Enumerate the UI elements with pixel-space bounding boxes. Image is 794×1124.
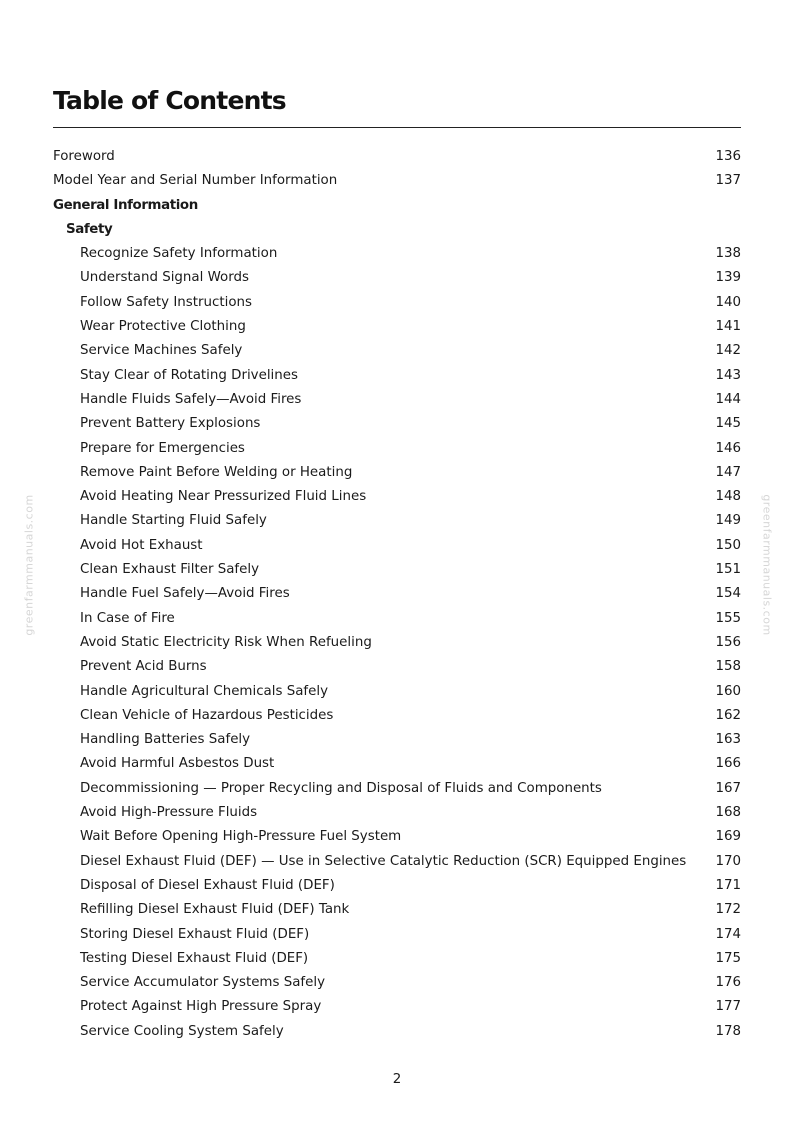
toc-entry-page: 167 [715, 780, 741, 796]
toc-entry-label: Prevent Battery Explosions [80, 416, 261, 432]
toc-entry-page: 142 [715, 343, 741, 359]
toc-entry-label: Handle Agricultural Chemicals Safely [80, 683, 329, 699]
toc-entry[interactable] [53, 242, 741, 266]
toc-entry-page: 141 [715, 319, 741, 335]
toc-entry[interactable] [53, 923, 741, 947]
toc-entry-label: Prepare for Emergencies [80, 440, 245, 456]
toc-entry[interactable] [53, 898, 741, 922]
toc-entry[interactable] [53, 388, 741, 412]
toc-entry-page: 168 [715, 805, 741, 821]
toc-entry-label: Avoid High-Pressure Fluids [80, 805, 258, 821]
toc-entry-page: 150 [715, 537, 741, 553]
toc-entry[interactable] [53, 1020, 741, 1044]
page-number: 2 [392, 1072, 402, 1087]
toc-entry[interactable] [53, 145, 741, 169]
toc-entry-label: Handle Fuel Safely—Avoid Fires [80, 586, 290, 602]
toc-entry-page: 139 [715, 270, 741, 286]
toc-entry-label: Service Accumulator Systems Safely [80, 975, 326, 991]
toc-entry-label: Avoid Hot Exhaust [80, 537, 203, 553]
page-title: Table of Contents [53, 86, 286, 115]
toc-entry[interactable] [53, 655, 741, 679]
toc-entry-label: Wear Protective Clothing [80, 319, 246, 335]
toc-entry[interactable] [53, 704, 741, 728]
toc-entry-label: Disposal of Diesel Exhaust Fluid (DEF) [80, 877, 335, 893]
toc-entry[interactable] [53, 534, 741, 558]
toc-entry-page: 171 [715, 877, 741, 893]
toc-entry-page: 149 [715, 513, 741, 529]
toc-entry[interactable] [53, 947, 741, 971]
toc-entry-label: Avoid Static Electricity Risk When Refueling [80, 634, 372, 650]
toc-entry-page: 177 [715, 999, 741, 1015]
toc-entry-label: Recognize Safety Information [80, 246, 278, 262]
toc-entry[interactable] [53, 509, 741, 533]
toc-entry[interactable] [53, 437, 741, 461]
toc-entry[interactable] [53, 582, 741, 606]
toc-subsection-heading [53, 218, 741, 242]
toc-entry-page: 146 [715, 440, 741, 456]
toc-entry[interactable] [53, 850, 741, 874]
toc-subsection-label: Safety [66, 221, 113, 237]
toc-entry-label: Handle Fluids Safely—Avoid Fires [80, 391, 302, 407]
toc-entry[interactable] [53, 874, 741, 898]
toc-entry[interactable] [53, 801, 741, 825]
toc-entry-label: Wait Before Opening High-Pressure Fuel System [80, 829, 402, 845]
toc-entry[interactable] [53, 315, 741, 339]
toc-entry-label: Clean Vehicle of Hazardous Pesticides [80, 707, 334, 723]
toc-entry-label: Foreword [53, 149, 115, 164]
table-of-contents [53, 145, 741, 1044]
toc-entry-label: Follow Safety Instructions [80, 294, 252, 310]
toc-entry-page: 162 [715, 707, 741, 723]
toc-entry-label: Model Year and Serial Number Information [53, 173, 338, 189]
watermark-right: greenfarmmanuals.com [760, 494, 774, 636]
toc-entry[interactable] [53, 364, 741, 388]
toc-entry-page: 144 [715, 391, 741, 407]
toc-entry-label: Refilling Diesel Exhaust Fluid (DEF) Tank [80, 902, 350, 918]
toc-entry-page: 175 [715, 950, 741, 966]
toc-entry[interactable] [53, 266, 741, 290]
toc-entry-page: 155 [715, 610, 741, 626]
toc-entry-page: 148 [715, 489, 741, 505]
toc-entry[interactable] [53, 339, 741, 363]
watermark-left: greenfarmmanuals.com [22, 494, 36, 636]
toc-entry-page: 138 [715, 246, 741, 262]
title-divider [53, 127, 741, 128]
toc-entry-label: Testing Diesel Exhaust Fluid (DEF) [80, 950, 309, 966]
toc-entry-label: Prevent Acid Burns [80, 659, 207, 675]
toc-entry-page: 147 [715, 464, 741, 480]
toc-entry-label: Avoid Heating Near Pressurized Fluid Lines [80, 489, 367, 505]
toc-entry[interactable] [53, 971, 741, 995]
toc-entry[interactable] [53, 728, 741, 752]
toc-entry[interactable] [53, 825, 741, 849]
toc-entry-label: Service Machines Safely [80, 343, 243, 359]
toc-entry-page: 136 [715, 149, 741, 164]
toc-entry[interactable] [53, 412, 741, 436]
toc-entry-page: 143 [715, 367, 741, 383]
toc-entry-page: 151 [715, 562, 741, 578]
toc-entry-page: 145 [715, 416, 741, 432]
toc-entry-page: 172 [715, 902, 741, 918]
toc-entry-page: 137 [715, 173, 741, 189]
toc-entry[interactable] [53, 607, 741, 631]
toc-entry-label: Stay Clear of Rotating Drivelines [80, 367, 298, 383]
toc-entry-label: Remove Paint Before Welding or Heating [80, 464, 353, 480]
toc-entry-page: 166 [715, 756, 741, 772]
toc-entry[interactable] [53, 485, 741, 509]
toc-entry-label: Storing Diesel Exhaust Fluid (DEF) [80, 926, 310, 942]
toc-entry-page: 170 [715, 853, 741, 869]
toc-section-heading [53, 194, 741, 218]
toc-entry-label: Clean Exhaust Filter Safely [80, 562, 260, 578]
toc-entry-page: 158 [715, 659, 741, 675]
toc-entry-label: Service Cooling System Safely [80, 1023, 284, 1039]
toc-entry-label: Understand Signal Words [80, 270, 249, 286]
toc-entry-page: 154 [715, 586, 741, 602]
toc-entry[interactable] [53, 558, 741, 582]
toc-entry-label: Handling Batteries Safely [80, 732, 251, 748]
toc-entry-label: Diesel Exhaust Fluid (DEF) — Use in Selective Catalytic Reduction (SCR) Equipped Engines [80, 853, 687, 869]
toc-entry[interactable] [53, 777, 741, 801]
toc-entry-label: Handle Starting Fluid Safely [80, 513, 267, 529]
toc-entry[interactable] [53, 291, 741, 315]
toc-entry-label: Decommissioning — Proper Recycling and Disposal of Fluids and Components [80, 780, 602, 796]
toc-entry[interactable] [53, 680, 741, 704]
toc-entry-page: 160 [715, 683, 741, 699]
toc-entry-page: 163 [715, 732, 741, 748]
toc-entry-label: In Case of Fire [80, 610, 175, 626]
toc-entry-page: 140 [715, 294, 741, 310]
toc-entry[interactable] [53, 995, 741, 1019]
toc-entry-page: 174 [715, 926, 741, 942]
toc-entry-page: 178 [715, 1023, 741, 1039]
toc-entry[interactable] [53, 461, 741, 485]
toc-entry-page: 169 [715, 829, 741, 845]
toc-entry-page: 156 [715, 634, 741, 650]
toc-entry-label: Avoid Harmful Asbestos Dust [80, 756, 275, 772]
toc-entry-label: Protect Against High Pressure Spray [80, 999, 322, 1015]
toc-entry-page: 176 [715, 975, 741, 991]
toc-section-label: General Information [53, 197, 198, 213]
toc-entry[interactable] [53, 169, 741, 193]
toc-entry[interactable] [53, 752, 741, 776]
toc-entry[interactable] [53, 631, 741, 655]
